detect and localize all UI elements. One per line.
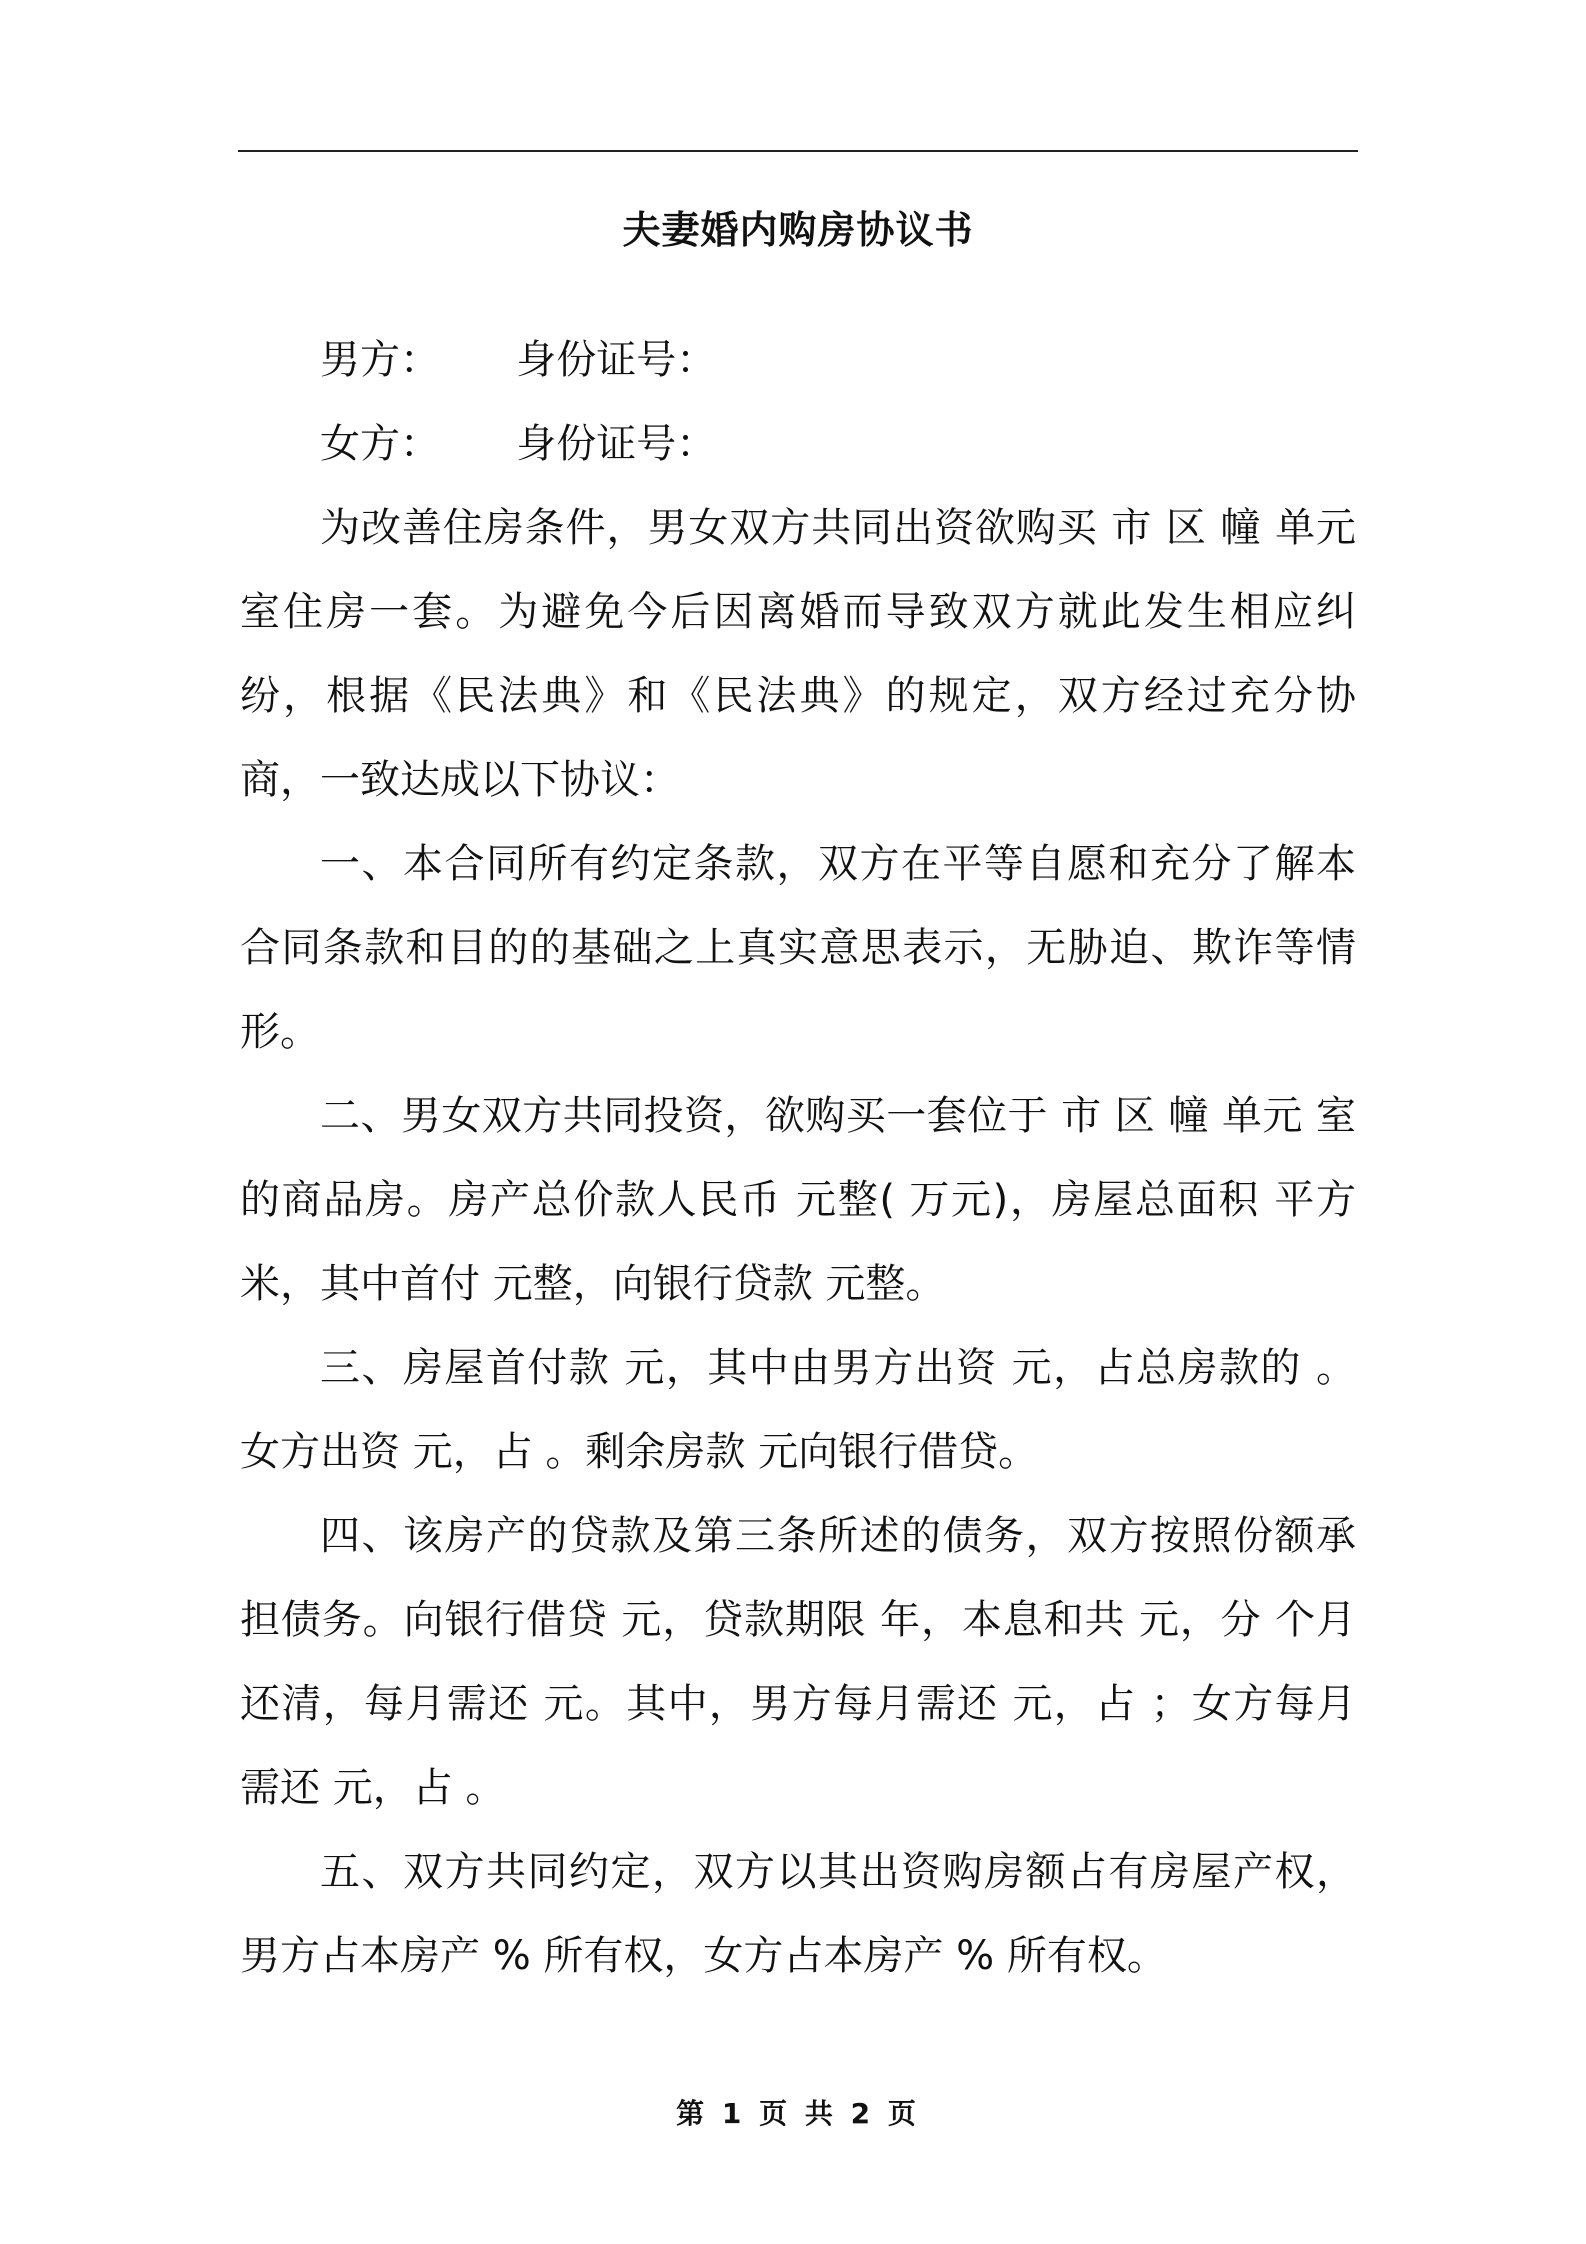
clause-4: 四、该房产的贷款及第三条所述的债务，双方按照份额承担债务。向银行借贷 元，贷款期限 年，本息和共 元，分 个月还清，每月需还 元。其中，男方每月需还 元，占 ；女方每月需还 元，占 。 [240,1513,1356,1811]
page-footer: 第 1 页 共 2 页 [676,2097,920,2130]
preamble-paragraph: 为改善住房条件，男女双方共同出资欲购买 市 区 幢 单元 室住房一套。为避免今后因离婚而导致双方就此发生相应纠纷，根据《民法典》和《民法典》的规定，双方经过充分协商，一致达成以下协议： [240,505,1356,803]
document-title: 夫妻婚内购房协议书 [622,208,974,252]
clause-3: 三、房屋首付款 元，其中由男方出资 元，占总房款的 。女方出资 元，占 。剩余房款 元向银行借贷。 [240,1345,1356,1475]
clause-1: 一、本合同所有约定条款，双方在平等自愿和充分了解本合同条款和目的的基础之上真实意思表示，无胁迫、欺诈等情形。 [240,841,1356,1055]
header-rule [238,150,1358,152]
male-party-line: 男方： 身份证号： [320,337,717,383]
document-body [240,318,1356,1998]
female-party-line: 女方： 身份证号： [320,421,717,467]
clause-2: 二、男女双方共同投资，欲购买一套位于 市 区 幢 单元 室的商品房。房产总价款人民币 元整( 万元)，房屋总面积 平方米，其中首付 元整，向银行贷款 元整。 [240,1093,1356,1307]
clause-5: 五、双方共同约定，双方以其出资购房额占有房屋产权，男方占本房产 % 所有权，女方占本房产 % 所有权。 [240,1849,1356,1979]
